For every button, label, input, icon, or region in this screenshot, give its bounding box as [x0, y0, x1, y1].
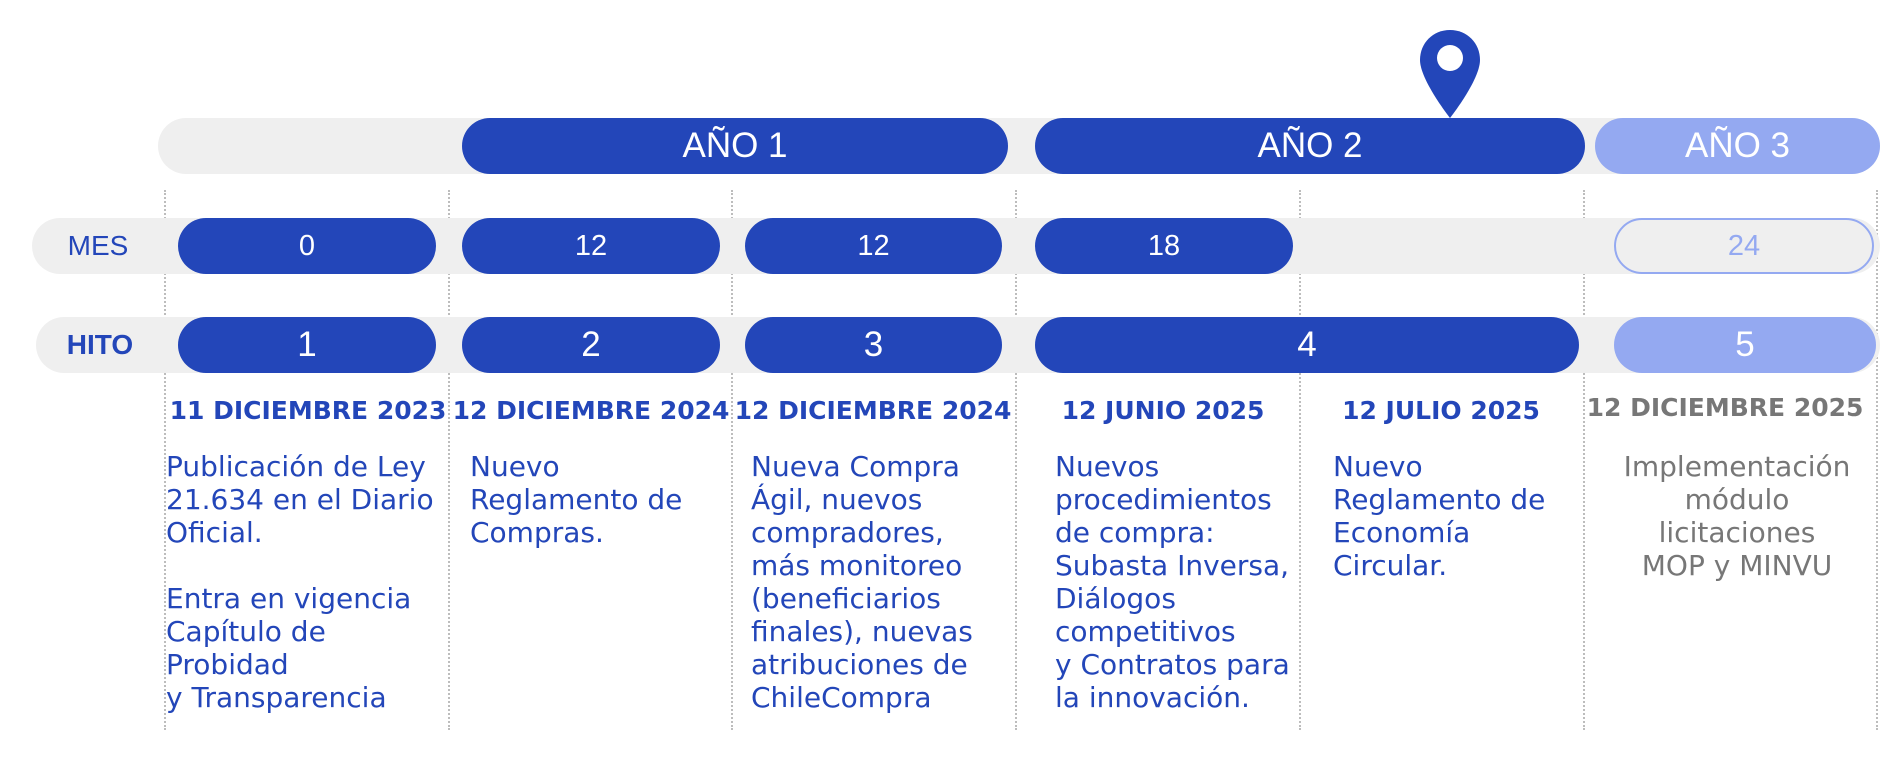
- milestone-date: 12 DICIEMBRE 2024: [734, 396, 1012, 425]
- year-3-pill: AÑO 3: [1595, 118, 1880, 174]
- milestone-date: 12 DICIEMBRE 2025: [1586, 393, 1864, 422]
- hito-pill-2: 2: [462, 317, 720, 373]
- year-2-pill: AÑO 2: [1035, 118, 1585, 174]
- milestone-description: Nuevos procedimientos de compra: Subasta Inversa, Diálogos competitivos y Contratos para la innovación.: [1055, 450, 1290, 714]
- mes-pill-5: 24: [1614, 218, 1874, 274]
- hito-pill-4: 4: [1035, 317, 1579, 373]
- milestone-date: 12 JUNIO 2025: [1061, 396, 1265, 425]
- milestone-description: Nuevo Reglamento de Compras.: [470, 450, 683, 549]
- hito-pill-1: 1: [178, 317, 436, 373]
- mes-pill-4: 18: [1035, 218, 1293, 274]
- mes-pill-3: 12: [745, 218, 1002, 274]
- hito-row-label: HITO: [66, 329, 134, 360]
- milestone-date: 12 DICIEMBRE 2024: [452, 396, 730, 425]
- milestone-description: Nuevo Reglamento de Economía Circular.: [1333, 450, 1546, 582]
- milestone-description: Publicación de Ley 21.634 en el Diario Oficial. Entra en vigencia Capítulo de Probidad y Transparencia: [166, 450, 434, 714]
- milestone-description: Implementación módulo licitaciones MOP y MINVU: [1623, 450, 1851, 582]
- mes-row-label: MES: [67, 230, 129, 261]
- location-pin-icon: [1418, 28, 1482, 120]
- column-divider: [1876, 190, 1878, 730]
- year-1-pill: AÑO 1: [462, 118, 1008, 174]
- milestone-date: 11 DICIEMBRE 2023: [169, 396, 447, 425]
- mes-pill-2: 12: [462, 218, 720, 274]
- hito-pill-5: 5: [1614, 317, 1876, 373]
- hito-pill-3: 3: [745, 317, 1002, 373]
- milestone-description: Nueva Compra Ágil, nuevos compradores, más monitoreo (beneficiarios finales), nuevas atribuciones de ChileCompra: [751, 450, 973, 714]
- mes-pill-1: 0: [178, 218, 436, 274]
- milestone-date: 12 JULIO 2025: [1342, 396, 1540, 425]
